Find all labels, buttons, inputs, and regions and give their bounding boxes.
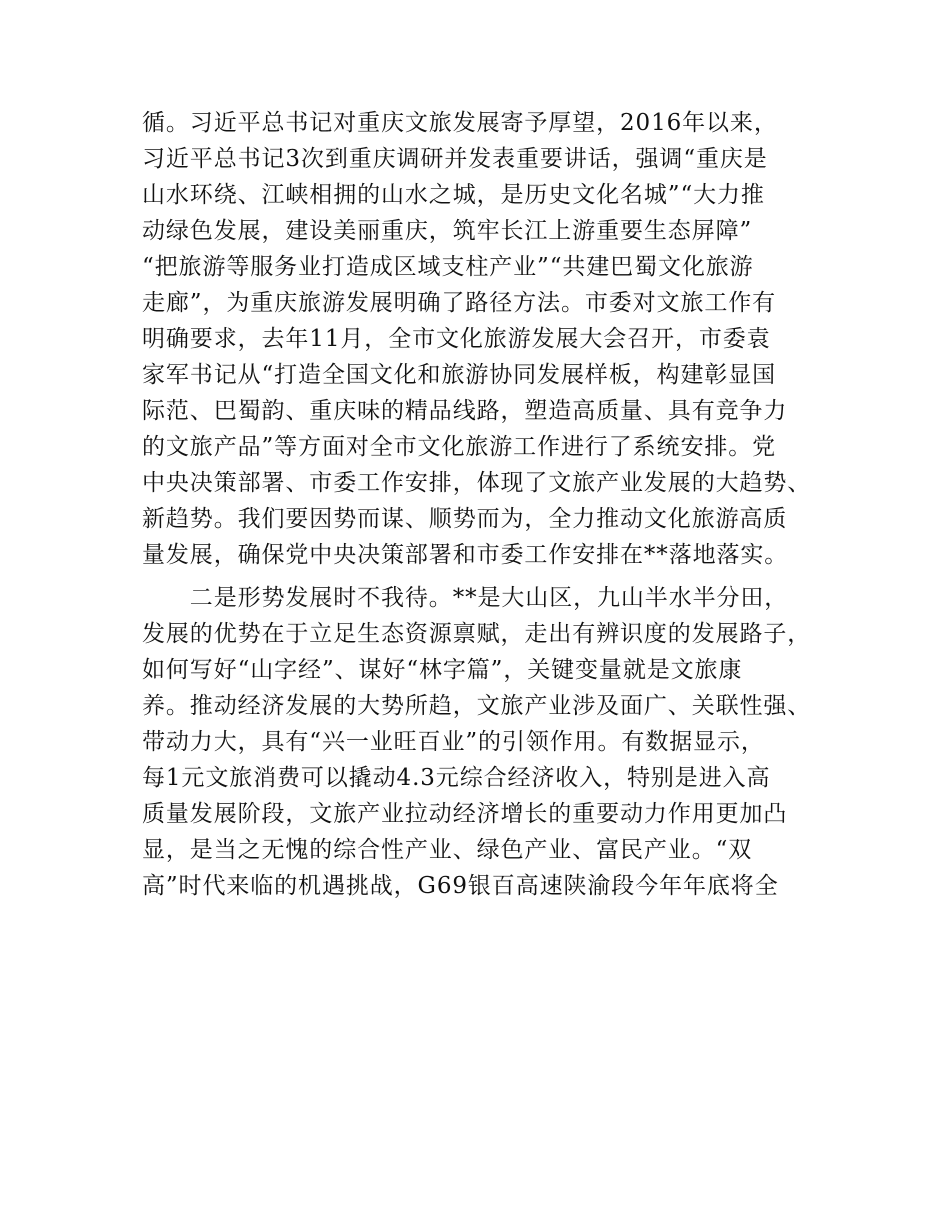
text-line: 走廊”，为重庆旅游发展明确了路径方法。市委对文旅工作有 [142, 290, 777, 316]
text-line: “把旅游等服务业打造成区域支柱产业”“共建巴蜀文化旅游 [142, 254, 754, 280]
text-line: 如何写好“山字经”、谋好“林字篇”，关键变量就是文旅康 [142, 657, 743, 683]
text-line: 循。习近平总书记对重庆文旅发展寄予厚望，2016年以来， [142, 110, 778, 136]
text-line: 发展的优势在于立足生态资源禀赋，走出有辨识度的发展路子， [142, 621, 812, 647]
text-line: 质量发展阶段，文旅产业拉动经济增长的重要动力作用更加凸 [142, 801, 788, 827]
text-line: 养。推动经济发展的大势所趋，文旅产业涉及面广、关联性强、 [142, 693, 812, 719]
text-line: 的文旅产品”等方面对全市文化旅游工作进行了系统安排。党 [142, 434, 777, 460]
text-line: 带动力大，具有“兴一业旺百业”的引领作用。有数据显示， [142, 729, 765, 755]
text-line: 新趋势。我们要因势而谋、顺势而为，全力推动文化旅游高质 [142, 506, 788, 532]
text-line: 中央决策部署、市委工作安排，体现了文旅产业发展的大趋势、 [142, 470, 812, 496]
text-line: 动绿色发展，建设美丽重庆，筑牢长江上游重要生态屏障” [142, 218, 753, 244]
text-line: 显，是当之无愧的综合性产业、绿色产业、富民产业。“双 [142, 837, 753, 863]
text-line: 家军书记从“打造全国文化和旅游协同发展样板，构建彰显国 [142, 362, 777, 388]
text-line: 明确要求，去年11月，全市文化旅游发展大会召开，市委袁 [142, 326, 771, 352]
text-line: 高”时代来临的机遇挑战，G69银百高速陕渝段今年年底将全 [142, 873, 779, 899]
text-line: 习近平总书记3次到重庆调研并发表重要讲话，强调“重庆是 [142, 146, 768, 172]
text-line: 量发展，确保党中央决策部署和市委工作安排在**落地落实。 [142, 542, 789, 568]
text-line: 际范、巴蜀韵、重庆味的精品线路，塑造高质量、具有竞争力 [142, 398, 788, 424]
text-line: 二是形势发展时不我待。**是大山区，九山半水半分田， [142, 585, 789, 611]
text-line: 山水环绕、江峡相拥的山水之城，是历史文化名城”“大力推 [142, 182, 765, 208]
text-line: 每1元文旅消费可以撬动4.3元综合经济收入，特别是进入高 [142, 765, 771, 791]
